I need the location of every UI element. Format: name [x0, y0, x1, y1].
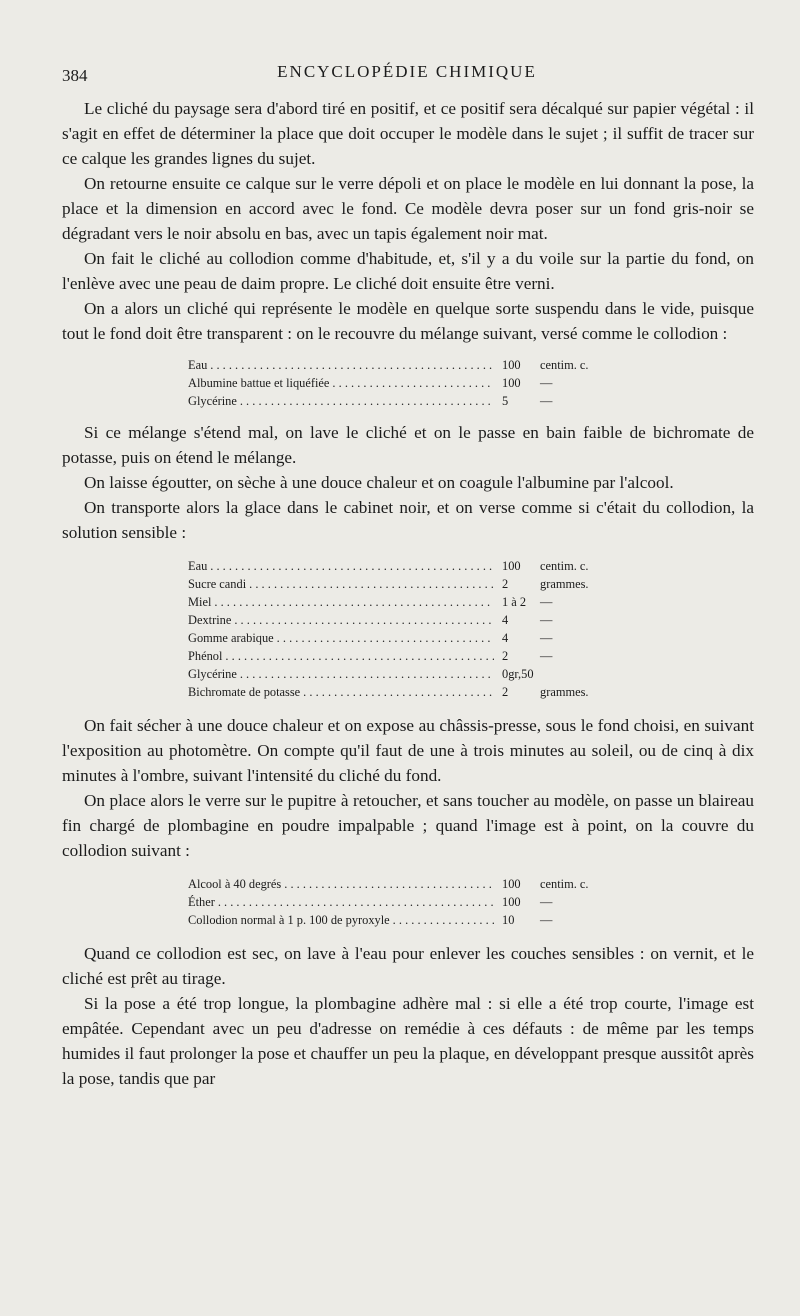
- ingredient-unit: —: [540, 895, 553, 909]
- paragraph: Le cliché du paysage sera d'abord tiré en positif, et ce positif sera décalqué sur papier végétal : il s'agit en effet de déterminer la place que doit occuper le modèle dans le sujet ; il suffit de tracer sur ce calque les grandes lignes du sujet.: [62, 99, 754, 168]
- ingredient-name: Dextrine: [188, 613, 234, 627]
- ingredient-quantity: 100: [502, 358, 521, 372]
- ingredient-unit: —: [540, 913, 553, 927]
- recipe-sensitive-solution-table: [188, 557, 629, 701]
- recipe-row: [188, 665, 629, 683]
- page-number: 384: [62, 66, 88, 85]
- ingredient-quantity: 2: [502, 685, 509, 699]
- ingredient-unit: —: [540, 649, 553, 663]
- ingredient-name: Glycérine: [188, 667, 240, 681]
- page-header: [62, 58, 752, 88]
- paragraph: On a alors un cliché qui représente le modèle en quelque sorte suspendu dans le vide, puisque tout le fond doit être transparent : on le recouvre du mélange suivant, versé comme le collodion :: [62, 299, 754, 343]
- recipe-row: [188, 374, 629, 392]
- ingredient-name: Bichromate de potasse: [188, 685, 303, 699]
- recipe-collodion-table: [188, 875, 629, 929]
- ingredient-name: Eau: [188, 559, 210, 573]
- ingredient-name: Albumine battue et liquéfiée: [188, 376, 332, 390]
- paragraph: Si ce mélange s'étend mal, on lave le cliché et on le passe en bain faible de bichromate de potasse, puis on étend le mélange.: [62, 423, 754, 467]
- recipe-row: [188, 575, 629, 593]
- ingredient-quantity: 2: [502, 649, 509, 663]
- ingredient-unit: centim. c.: [540, 877, 589, 891]
- ingredient-name: Gomme arabique: [188, 631, 277, 645]
- ingredient-name: Éther: [188, 895, 218, 909]
- ingredient-name: Phénol: [188, 649, 225, 663]
- ingredient-unit: —: [540, 613, 553, 627]
- ingredient-name: Glycérine: [188, 394, 240, 408]
- ingredient-quantity: 100: [502, 877, 521, 891]
- paragraph: On fait sécher à une douce chaleur et on expose au châssis-presse, sous le fond choisi, en suivant l'exposition au photomètre. On compte qu'il faut de une à trois minutes au soleil, ou de cinq à dix minutes à l'ombre, suivant l'intensité du cliché du fond.: [62, 716, 754, 785]
- ingredient-name: Alcool à 40 degrés: [188, 877, 284, 891]
- recipe-row: [188, 557, 629, 575]
- ingredient-quantity: 10: [502, 913, 515, 927]
- paragraph: On place alors le verre sur le pupitre à retoucher, et sans toucher au modèle, on passe un blaireau fin chargé de plombagine en poudre impalpable ; quand l'image est à point, on la couvre du collodion suivant :: [62, 791, 754, 860]
- recipe-row: [188, 629, 629, 647]
- ingredient-quantity: 100: [502, 895, 521, 909]
- ingredient-unit: centim. c.: [540, 358, 589, 372]
- ingredient-unit: [534, 665, 629, 683]
- ingredient-unit: —: [540, 394, 553, 408]
- recipe-row: [188, 911, 629, 929]
- ingredient-quantity: 0gr,50: [502, 667, 534, 681]
- ingredient-quantity: 100: [502, 559, 521, 573]
- ingredient-unit: —: [540, 595, 553, 609]
- recipe-row: [188, 647, 629, 665]
- ingredient-name: Collodion normal à 1 p. 100 de pyroxyle: [188, 913, 393, 927]
- recipe-albumine-table: [188, 356, 629, 410]
- paragraph: On transporte alors la glace dans le cabinet noir, et on verse comme si c'était du collodion, la solution sensible :: [62, 498, 754, 542]
- ingredient-name: Sucre candi: [188, 577, 249, 591]
- ingredient-unit: grammes.: [540, 685, 589, 699]
- recipe-row: [188, 356, 629, 374]
- ingredient-unit: grammes.: [540, 577, 589, 591]
- paragraph: Quand ce collodion est sec, on lave à l'eau pour enlever les couches sensibles : on vernit, et le cliché est prêt au tirage.: [62, 944, 754, 988]
- body-text: [62, 96, 754, 1091]
- paragraph: On retourne ensuite ce calque sur le verre dépoli et on place le modèle en lui donnant la pose, la place et la dimension en accord avec le fond. Ce modèle devra poser sur un fond gris-noir se dégradant vers le noir absolu en bas, avec un tapis également noir mat.: [62, 174, 754, 243]
- recipe-row: [188, 683, 629, 701]
- ingredient-quantity: 2: [502, 577, 509, 591]
- recipe-row: [188, 593, 629, 611]
- ingredient-unit: —: [540, 631, 553, 645]
- recipe-row: [188, 875, 629, 893]
- paragraph: Si la pose a été trop longue, la plombagine adhère mal : si elle a été trop courte, l'image est empâtée. Cependant avec un peu d'adresse on remédie à ces défauts : de même par les temps humides il faut prolonger la pose et chauffer un peu la plaque, en développant presque aussitôt après la pose, tandis que par: [62, 994, 754, 1088]
- ingredient-unit: centim. c.: [540, 559, 589, 573]
- ingredient-quantity: 100: [502, 376, 521, 390]
- paragraph: On fait le cliché au collodion comme d'habitude, et, s'il y a du voile sur la partie du fond, on l'enlève avec une peau de daim propre. Le cliché doit ensuite être verni.: [62, 249, 754, 293]
- ingredient-name: Eau: [188, 358, 210, 372]
- running-title: ENCYCLOPÉDIE CHIMIQUE: [277, 62, 537, 81]
- ingredient-quantity: 1 à 2: [502, 595, 527, 609]
- ingredient-quantity: 4: [502, 613, 509, 627]
- ingredient-quantity: 5: [502, 394, 509, 408]
- recipe-row: [188, 611, 629, 629]
- recipe-row: [188, 893, 629, 911]
- recipe-row: [188, 392, 629, 410]
- ingredient-unit: —: [540, 376, 553, 390]
- paragraph: On laisse égoutter, on sèche à une douce chaleur et on coagule l'albumine par l'alcool.: [84, 473, 674, 492]
- ingredient-name: Miel: [188, 595, 214, 609]
- ingredient-quantity: 4: [502, 631, 509, 645]
